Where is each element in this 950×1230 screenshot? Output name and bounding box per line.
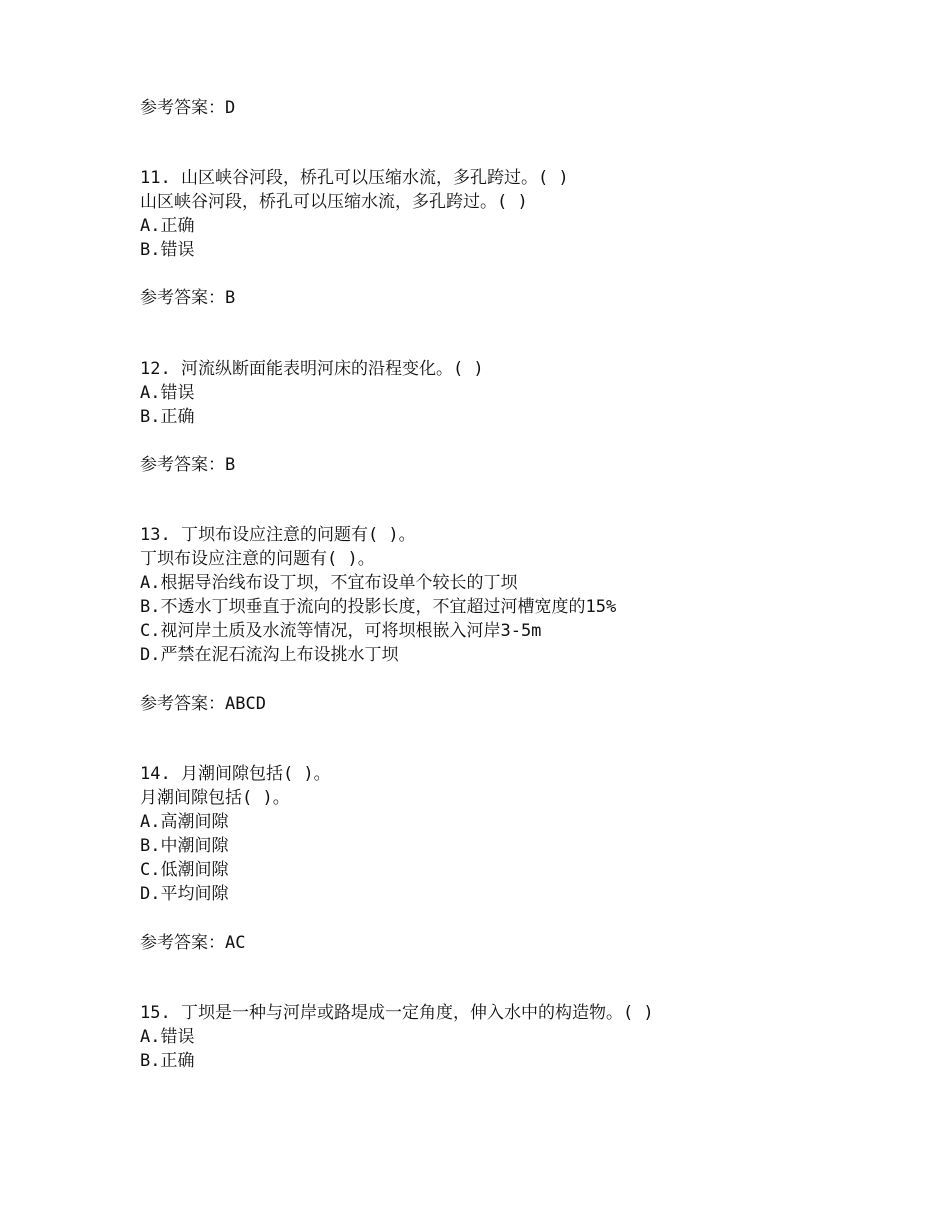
question-12-title: 12. 河流纵断面能表明河床的沿程变化。( ) [140, 359, 484, 379]
question-13-option-b: B.不透水丁坝垂直于流向的投影长度，不宜超过河槽宽度的15% [140, 597, 617, 617]
question-14-option-b: B.中潮间隙 [140, 836, 229, 856]
question-15-option-a: A.错误 [140, 1027, 195, 1047]
question-13-stem: 丁坝布设应注意的问题有( )。 [140, 549, 375, 569]
question-15-title: 15. 丁坝是一种与河岸或路堤成一定角度，伸入水中的构造物。( ) [140, 1003, 654, 1023]
question-11-title: 11. 山区峡谷河段，桥孔可以压缩水流，多孔跨过。( ) [140, 168, 569, 188]
question-11-option-b: B.错误 [140, 240, 195, 260]
question-15-option-b: B.正确 [140, 1051, 195, 1071]
question-13-option-d: D.严禁在泥石流沟上布设挑水丁坝 [140, 645, 399, 665]
question-14-option-d: D.平均间隙 [140, 884, 229, 904]
question-14-option-a: A.高潮间隙 [140, 812, 229, 832]
question-13-option-c: C.视河岸土质及水流等情况，可将坝根嵌入河岸3-5m [140, 621, 542, 641]
question-11-stem: 山区峡谷河段，桥孔可以压缩水流，多孔跨过。( ) [140, 192, 528, 212]
question-14-answer: 参考答案：AC [140, 933, 246, 953]
question-12-answer: 参考答案：B [140, 455, 236, 475]
question-11-option-a: A.正确 [140, 216, 195, 236]
question-14-option-c: C.低潮间隙 [140, 860, 229, 880]
question-12-option-a: A.错误 [140, 383, 195, 403]
question-13-answer: 参考答案：ABCD [140, 694, 266, 714]
question-13-option-a: A.根据导治线布设丁坝，不宜布设单个较长的丁坝 [140, 573, 518, 593]
question-14-title: 14. 月潮间隙包括( )。 [140, 764, 331, 784]
answer-prev: 参考答案：D [140, 98, 236, 118]
question-13-title: 13. 丁坝布设应注意的问题有( )。 [140, 525, 416, 545]
question-11-answer: 参考答案：B [140, 288, 236, 308]
question-14-stem: 月潮间隙包括( )。 [140, 788, 290, 808]
question-12-option-b: B.正确 [140, 407, 195, 427]
